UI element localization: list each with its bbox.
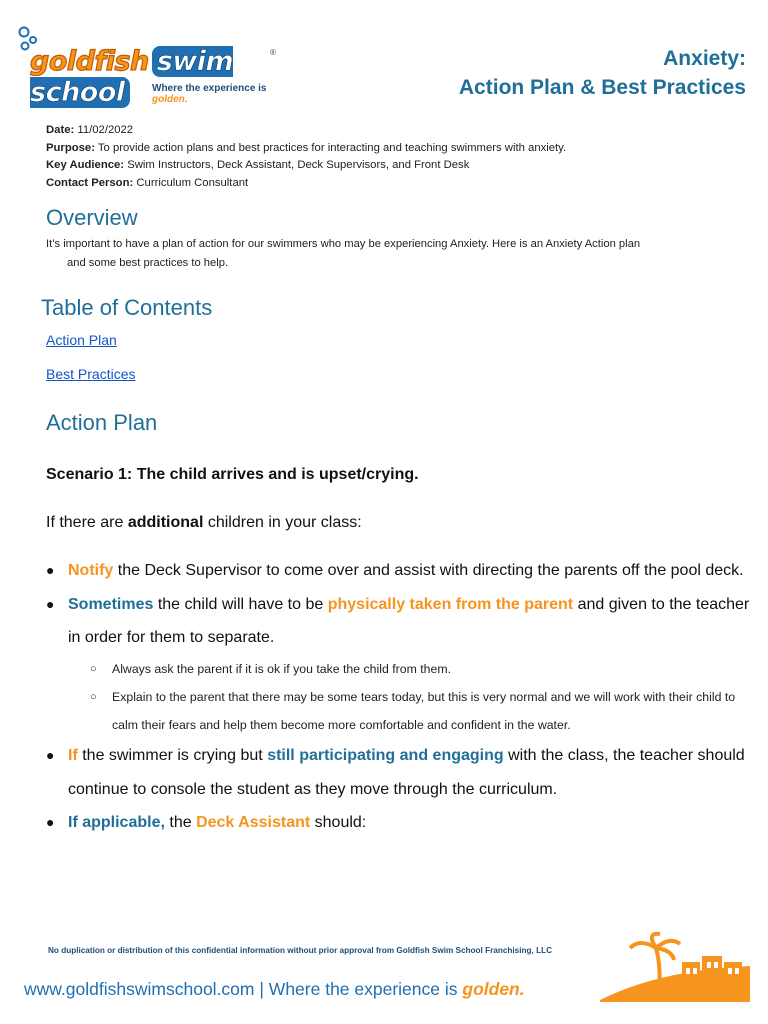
- meta-audience-value: Swim Instructors, Deck Assistant, Deck Supervisors, and Front Desk: [127, 159, 470, 171]
- sub-bullet-icon: ○: [90, 690, 97, 703]
- meta-purpose: [46, 140, 566, 158]
- logo-tagline-gold: golden.: [152, 94, 188, 105]
- meta-date-value: 11/02/2022: [77, 124, 134, 136]
- intro-post: children in your class:: [207, 514, 362, 531]
- footer-tagline-prefix: Where the experience is: [268, 979, 458, 999]
- list-item-text: the swimmer is crying but: [82, 747, 263, 765]
- list-item: [46, 739, 750, 806]
- list-item-text: the child will have to be: [157, 595, 324, 613]
- list-item: [46, 554, 750, 588]
- list-item: [46, 588, 750, 655]
- scenario-title: Scenario 1: The child arrives and is upset/crying.: [46, 466, 419, 483]
- highlight-text: If: [68, 747, 78, 765]
- meta-contact: [46, 175, 566, 193]
- document-title: [459, 44, 746, 102]
- meta-date-label: Date:: [46, 124, 75, 136]
- goldfish-logo: [14, 24, 304, 120]
- meta-audience-label: Key Audience:: [46, 159, 125, 171]
- bullet-icon: ●: [46, 814, 55, 831]
- footer-tagline-gold: golden.: [462, 979, 525, 999]
- bullet-icon: ●: [46, 562, 55, 578]
- action-plan-heading: Action Plan: [46, 410, 158, 435]
- logo-tagline-prefix: Where the experience is: [152, 83, 267, 94]
- list-item-text: should:: [314, 814, 367, 832]
- highlight-text: Sometimes: [68, 595, 154, 613]
- title-line-2: Action Plan & Best Practices: [458, 76, 746, 99]
- footer-confidential-note: No duplication or distribution of this confidential information without prior approval from Goldfish Swim School Franchising, LLC: [48, 946, 552, 955]
- logo-tagline: [152, 83, 304, 105]
- highlight-text: If applicable,: [68, 814, 165, 832]
- logo-word-swimschool: swim school: [30, 46, 234, 108]
- highlight-text: still participating and engaging: [267, 747, 504, 765]
- bullet-icon: ●: [46, 747, 55, 764]
- sub-list-item-text: Explain to the parent that there may be some tears today, but this is very normal and we will work with their child to calm their fears and help them become more comfortable and confident in the water.: [112, 689, 736, 733]
- title-line-1: Anxiety:: [663, 47, 746, 70]
- list-item-text: the: [169, 814, 192, 832]
- footer-website: www.goldfishswimschool.com: [24, 979, 255, 999]
- list-item-text: and given to the teacher in order for them to separate.: [68, 595, 750, 646]
- intro-bold: additional: [127, 514, 204, 531]
- list-item-text: with the class, the teacher should continue to console the student as they move through the curriculum.: [68, 747, 745, 798]
- footer-website-line: [24, 979, 525, 1000]
- overview-line-1: It’s important to have a plan of action for our swimmers who may be experiencing Anxiety. Here is an Anxiety Action plan: [46, 238, 641, 250]
- scenario-intro: [46, 514, 362, 532]
- overview-heading: Overview: [46, 205, 138, 230]
- toc-link-action-plan[interactable]: Action Plan: [46, 332, 117, 348]
- toc-link-best-practices[interactable]: Best Practices: [46, 366, 136, 382]
- meta-purpose-label: Purpose:: [46, 141, 95, 154]
- meta-audience: [46, 157, 566, 175]
- intro-pre: If there are: [46, 514, 124, 531]
- overview-text: [46, 235, 746, 272]
- meta-date: [46, 122, 566, 140]
- sub-bullet-icon: ○: [90, 662, 97, 675]
- registered-mark: ®: [270, 48, 276, 57]
- action-plan-list: [46, 554, 750, 840]
- sub-list-item: [46, 683, 750, 740]
- toc-heading: Table of Contents: [41, 295, 213, 320]
- highlight-text: physically taken from the parent: [327, 595, 574, 613]
- list-item: [46, 806, 750, 840]
- footer-separator: |: [259, 979, 264, 999]
- list-item-text: the Deck Supervisor to come over and assist with directing the parents off the pool deck.: [117, 562, 744, 579]
- beach-palm-icon: [600, 930, 750, 1002]
- bullet-icon: ●: [46, 595, 55, 612]
- sub-list-item-text: Always ask the parent if it is ok if you take the child from them.: [112, 661, 451, 676]
- meta-contact-value: Curriculum Consultant: [136, 176, 249, 189]
- meta-contact-label: Contact Person:: [46, 176, 134, 189]
- meta-purpose-value: To provide action plans and best practices for interacting and teaching swimmers with anxiety.: [97, 141, 567, 154]
- logo-word-goldfish: goldfish: [30, 46, 149, 77]
- highlight-text: Deck Assistant: [196, 814, 311, 832]
- highlight-text: Notify: [68, 562, 114, 579]
- document-meta: [46, 122, 566, 192]
- sub-list-item: [46, 655, 750, 683]
- overview-line-2: and some best practices to help.: [67, 256, 229, 269]
